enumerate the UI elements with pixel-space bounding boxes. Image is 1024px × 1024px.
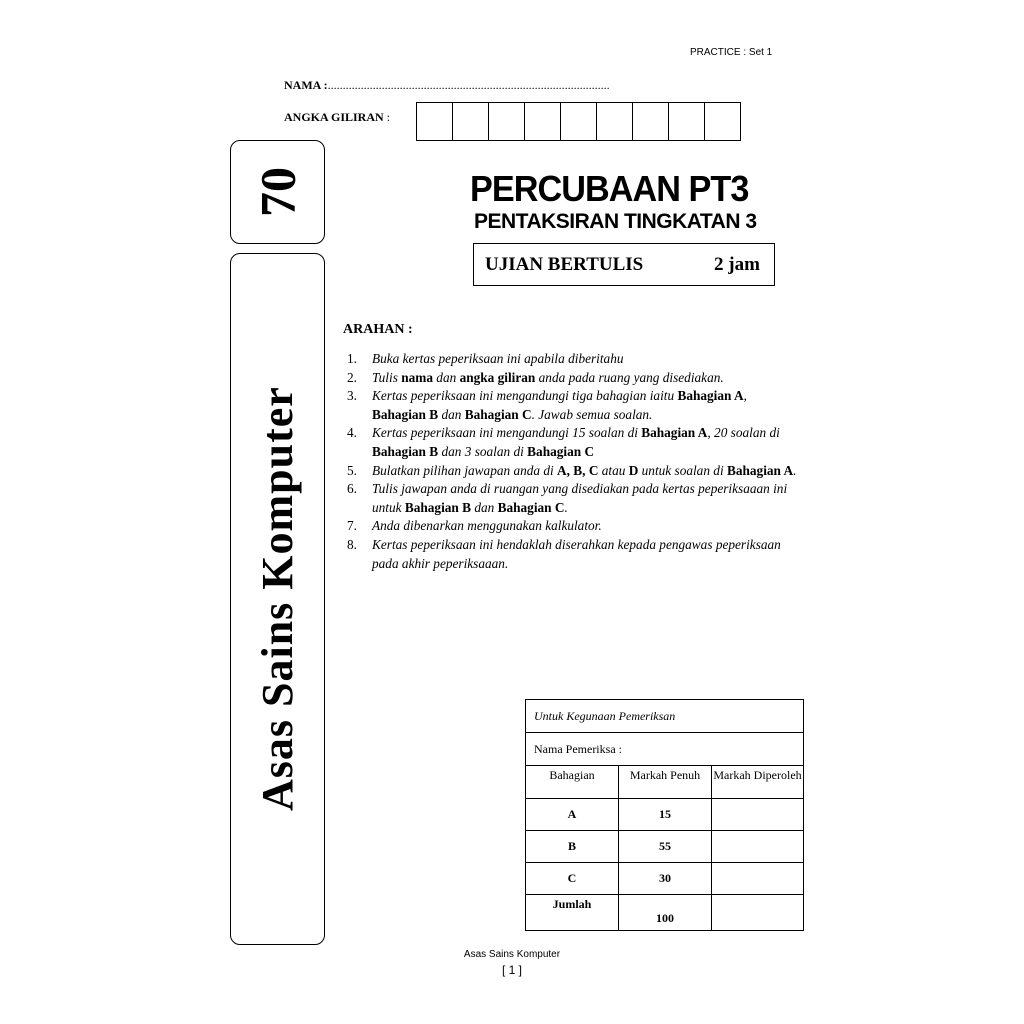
- row-markah-penuh: 55: [619, 831, 712, 863]
- total-value: 100: [619, 895, 712, 931]
- list-item: [343, 424, 803, 461]
- list-item-text: anda pada ruang yang disediakan.: [535, 369, 724, 385]
- list-item-bold-text: Bahagian C: [497, 499, 565, 515]
- footer-subject: Asas Sains Komputer: [463, 949, 561, 960]
- list-item-number: 2.: [347, 369, 357, 385]
- table-row: [526, 831, 804, 863]
- list-item-bold-text: A, B, C: [557, 462, 599, 478]
- list-item-text: Kertas peperiksaan ini mengandungi tiga bahagian iaitu: [372, 388, 678, 404]
- index-number-box[interactable]: [705, 103, 740, 140]
- list-item-text: dan: [432, 369, 460, 385]
- index-number-box[interactable]: [561, 103, 597, 140]
- row-markah-diperoleh[interactable]: [712, 799, 804, 831]
- list-item-text: .: [793, 462, 797, 478]
- list-item-text: Kertas peperiksaan ini mengandungi 15 soalan di: [372, 425, 642, 441]
- list-item-number: 5.: [347, 462, 357, 478]
- list-item-bold-text: Bahagian A: [641, 425, 708, 441]
- total-diperoleh[interactable]: [712, 895, 804, 931]
- list-item: [343, 387, 803, 424]
- list-item-number: 6.: [347, 481, 357, 497]
- row-markah-penuh: 30: [619, 863, 712, 895]
- list-item-bold-text: Bahagian B: [372, 406, 439, 422]
- list-item-text: untuk soalan di: [638, 462, 727, 478]
- list-item-number: 1.: [347, 351, 357, 366]
- list-item: [343, 369, 803, 388]
- list-item-number: 3.: [347, 388, 357, 404]
- list-item-text: , 20 soalan di: [707, 425, 780, 441]
- exam-duration: 2 jam: [714, 254, 760, 275]
- index-number-box[interactable]: [597, 103, 633, 140]
- list-item-text: Bulatkan pilihan jawapan anda di: [372, 462, 558, 478]
- list-item-text: Tulis jawapan anda di ruangan yang disediakan pada kertas peperiksaaan ini untuk: [372, 481, 788, 515]
- col-header-bahagian: Bahagian: [526, 766, 619, 799]
- list-item-text: Buka kertas peperiksaan ini apabila diberitahu: [372, 351, 624, 366]
- row-markah-diperoleh[interactable]: [712, 831, 804, 863]
- list-item-bold-text: Bahagian A: [677, 388, 744, 404]
- row-markah-penuh: 15: [619, 799, 712, 831]
- list-item-text: dan 3 soalan di: [438, 443, 528, 459]
- instructions-list: [343, 350, 803, 573]
- list-item-bold-text: D: [628, 462, 639, 478]
- index-number-box[interactable]: [669, 103, 705, 140]
- index-number-box[interactable]: [417, 103, 453, 140]
- list-item-bold-text: Bahagian B: [372, 443, 439, 459]
- total-label: Jumlah: [526, 895, 619, 931]
- row-bahagian: B: [526, 831, 619, 863]
- list-item-bold-text: Bahagian C: [464, 406, 532, 422]
- list-item: [343, 350, 803, 369]
- index-number-box[interactable]: [453, 103, 489, 140]
- list-item: [343, 462, 803, 481]
- index-number-label: ANGKA GILIRAN :: [284, 110, 391, 124]
- name-label: NAMA :: [284, 78, 328, 92]
- page-number: [ 1 ]: [501, 963, 522, 977]
- subject-name: Asas Sains Komputer: [253, 386, 302, 812]
- row-markah-diperoleh[interactable]: [712, 863, 804, 895]
- index-number-box[interactable]: [489, 103, 525, 140]
- row-bahagian: A: [526, 799, 619, 831]
- list-item-bold-text: nama: [401, 369, 433, 385]
- index-number-box[interactable]: [525, 103, 561, 140]
- instructions-heading: ARAHAN :: [343, 322, 413, 337]
- list-item-text: Kertas peperiksaan ini hendaklah diserahkan kepada pengawas peperiksaan pada akhir peperiksaaan.: [372, 536, 781, 571]
- list-item-bold-text: Bahagian C: [527, 443, 595, 459]
- examiner-table: [525, 699, 804, 931]
- table-row: [526, 799, 804, 831]
- subject-code-box: [230, 140, 325, 244]
- list-item: [343, 517, 803, 536]
- list-item: [343, 536, 803, 573]
- exam-type-box: [473, 243, 775, 286]
- col-header-markah-diperoleh: Markah Diperoleh: [712, 766, 804, 799]
- subject-name-box: [230, 253, 325, 945]
- list-item-bold-text: Bahagian A: [726, 462, 794, 478]
- table-total-row: [526, 895, 804, 931]
- examiner-table-title: Untuk Kegunaan Pemeriksan: [526, 700, 804, 733]
- row-bahagian: C: [526, 863, 619, 895]
- list-item-number: 8.: [347, 536, 357, 552]
- list-item-text: Anda dibenarkan menggunakan kalkulator.: [372, 518, 602, 534]
- list-item: [343, 480, 803, 517]
- list-item-text: dan: [471, 499, 498, 515]
- list-item-text: dan: [438, 406, 465, 422]
- name-dotted-line: ..............................................................................................: [327, 78, 610, 92]
- exam-type: UJIAN BERTULIS: [485, 254, 644, 275]
- name-field[interactable]: [284, 78, 610, 93]
- table-row: [526, 863, 804, 895]
- list-item-text: Tulis: [372, 369, 402, 385]
- col-header-markah-penuh: Markah Penuh: [619, 766, 712, 799]
- index-number-boxes[interactable]: [416, 102, 741, 141]
- exam-subtitle: PENTAKSIRAN TINGKATAN 3: [474, 210, 757, 233]
- exam-title: PERCUBAAN PT3: [470, 168, 749, 209]
- index-number-box[interactable]: [633, 103, 669, 140]
- list-item-text: atau: [598, 462, 629, 478]
- list-item-text: ,: [743, 388, 747, 404]
- examiner-name-label: Nama Pemeriksa :: [526, 733, 804, 766]
- list-item-number: 7.: [347, 518, 357, 534]
- list-item-text: . Jawab semua soalan.: [531, 406, 653, 422]
- list-item-text: .: [564, 499, 568, 515]
- practice-tag: PRACTICE : Set 1: [690, 47, 773, 58]
- subject-code: 70: [249, 167, 306, 217]
- list-item-number: 4.: [347, 425, 357, 441]
- list-item-bold-text: angka giliran: [459, 369, 536, 385]
- list-item-bold-text: Bahagian B: [404, 499, 472, 515]
